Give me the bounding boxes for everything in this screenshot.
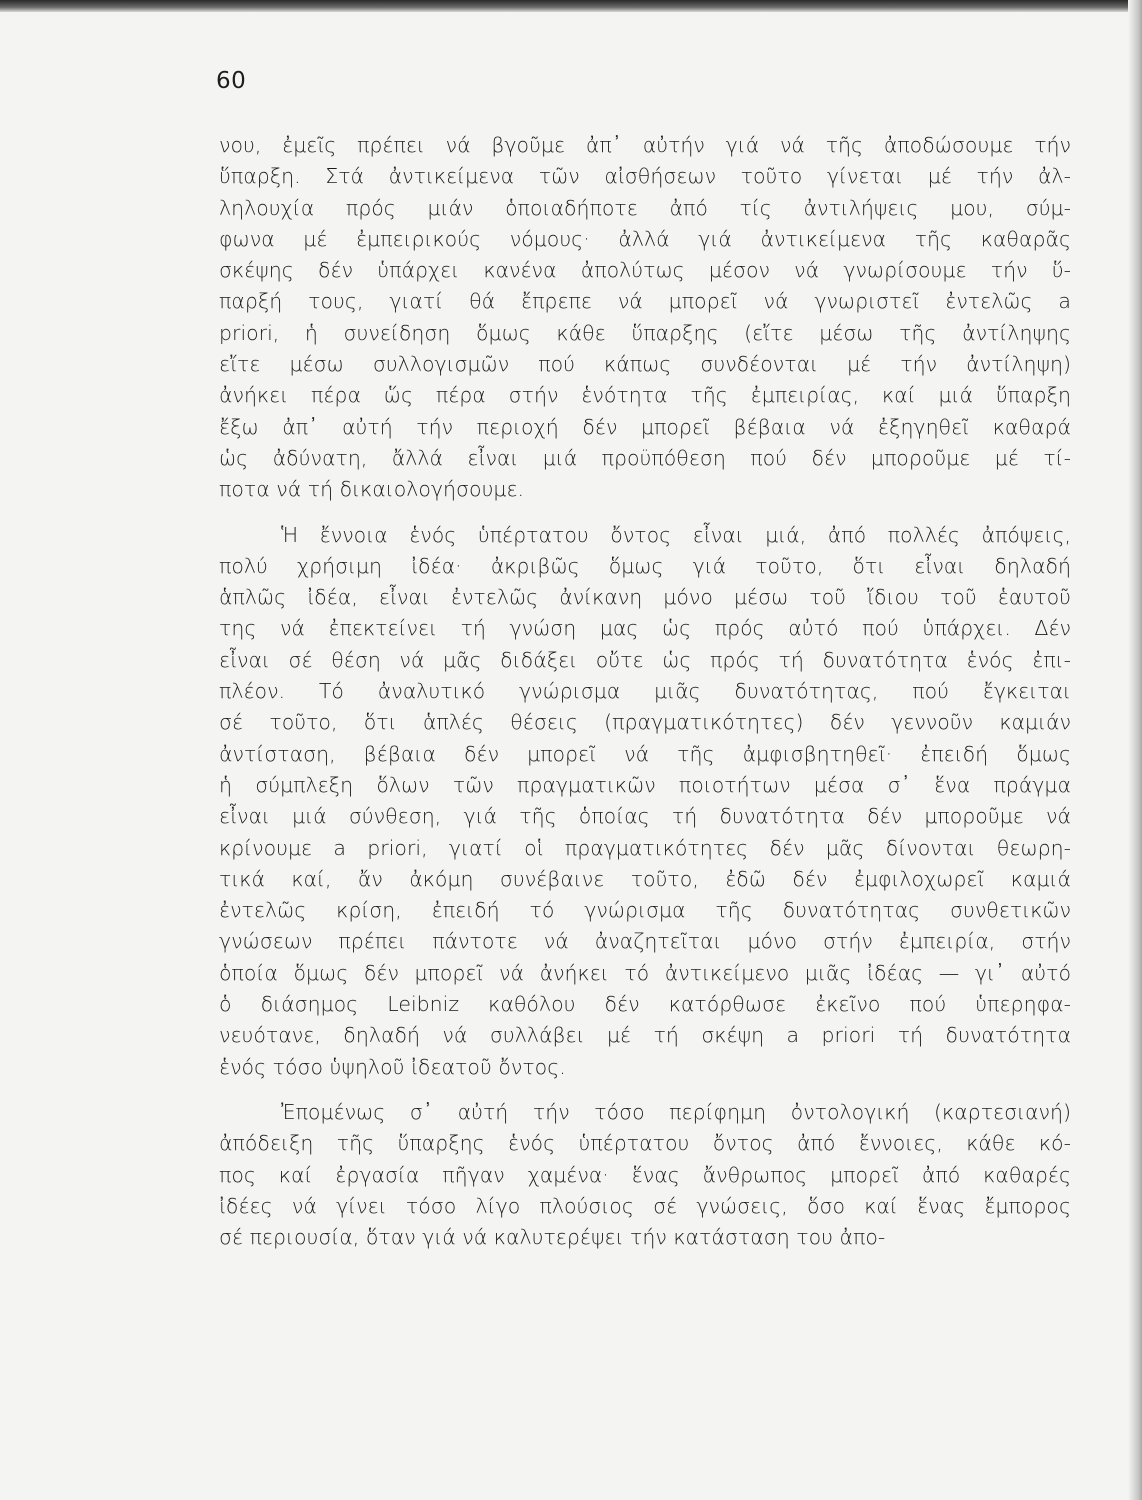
text-line: εἶναι μιά σύνθεση, γιά τῆς ὁποίας τή δυνατότητα δέν μποροῦμε νά: [219, 804, 1071, 829]
paragraph-3: [219, 1097, 1071, 1253]
text-line: ἀνήκει πέρα ὥς πέρα στήν ἑνότητα τῆς ἐμπειρίας, καί μιά ὕπαρξη: [219, 383, 1071, 408]
text-line: ἀπόδειξη τῆς ὕπαρξης ἑνός ὑπέρτατου ὄντος ἀπό ἔννοιες, κάθε κό-: [219, 1131, 1071, 1156]
text-line: πος καί ἐργασία πῆγαν χαμένα· ἕνας ἄνθρωπος μπορεῖ ἀπό καθαρές: [219, 1162, 1071, 1187]
text-line: ὁποία ὅμως δέν μπορεῖ νά ἀνήκει τό ἀντικείμενο μιᾶς ἰδέας — γι᾿ αὐτό: [219, 960, 1071, 985]
text-line: της νά ἐπεκτείνει τή γνώση μας ὡς πρός αὐτό πού ὑπάρχει. Δέν: [219, 616, 1071, 641]
text-line: σέ περιουσία, ὅταν γιά νά καλυτερέψει τήν κατάσταση του ἀπο-: [219, 1225, 886, 1250]
text-line: ὡς ἀδύνατη, ἄλλά εἶναι μιά προϋπόθεση πού δέν μποροῦμε μέ τί-: [219, 445, 1071, 470]
text-line: σκέψης δέν ὑπάρχει κανένα ἀπολύτως μέσον νά γνωρίσουμε τήν ὕ-: [219, 258, 1071, 283]
text-line: εἴτε μέσω συλλογισμῶν πού κάπως συνδέονται μέ τήν ἀντίληψη): [219, 352, 1071, 377]
text-line: πολύ χρήσιμη ἰδέα· ἀκριβῶς ὅμως γιά τοῦτο, ὅτι εἶναι δηλαδή: [219, 553, 1071, 578]
text-line: φωνα μέ ἐμπειρικούς νόμους· ἀλλά γιά ἀντικείμενα τῆς καθαρᾶς: [219, 226, 1071, 251]
text-line: εἶναι σέ θέση νά μᾶς διδάξει οὔτε ὡς πρός τή δυνατότητα ἑνός ἐπι-: [219, 647, 1071, 672]
text-line: ποτα νά τή δικαιολογήσουμε.: [219, 477, 525, 502]
text-line: ἰδέες νά γίνει τόσο λίγο πλούσιος σέ γνώσεις, ὅσο καί ἕνας ἔμπορος: [219, 1193, 1071, 1218]
text-line: ἡ σύμπλεξη ὅλων τῶν πραγματικῶν ποιοτήτων μέσα σ᾿ ἕνα πράγμα: [219, 772, 1071, 797]
body-text: [219, 130, 1071, 1253]
text-line: νευότανε, δηλαδή νά συλλάβει μέ τή σκέψη a priori τή δυνατότητα: [219, 1023, 1071, 1048]
text-line: τικά καί, ἄν ἀκόμη συνέβαινε τοῦτο, ἐδῶ δέν ἐμφιλοχωρεῖ καμιά: [219, 866, 1071, 891]
scan-right-edge: [1128, 0, 1142, 1500]
text-line: κρίνουμε a priori, γιατί οἱ πραγματικότητες δέν μᾶς δίνονται θεωρη-: [219, 835, 1071, 860]
text-line: νου, ἐμεῖς πρέπει νά βγοῦμε ἀπ᾿ αὐτήν γιά νά τῆς ἀποδώσουμε τήν: [219, 133, 1071, 157]
page-number: 60: [216, 68, 247, 94]
text-line: ἀντίσταση, βέβαια δέν μπορεῖ νά τῆς ἀμφισβητηθεῖ· ἐπειδή ὅμως: [219, 741, 1071, 766]
text-line: σέ τοῦτο, ὅτι ἁπλές θέσεις (πραγματικότητες) δέν γεννοῦν καμιάν: [219, 710, 1071, 735]
text-line: Ἐπομένως σ᾿ αὐτή τήν τόσο περίφημη ὀντολογική (καρτεσιανή): [281, 1099, 1071, 1124]
text-line: ὁ διάσημος Leibniz καθόλου δέν κατόρθωσε ἐκεῖνο πού ὑπερηφα-: [219, 992, 1071, 1017]
text-line: ληλουχία πρός μιάν ὁποιαδήποτε ἀπό τίς ἀντιλήψεις μου, σύμ-: [219, 195, 1071, 220]
text-line: παρξή τους, γιατί θά ἔπρεπε νά μπορεῖ νά γνωριστεῖ ἐντελῶς a: [219, 289, 1071, 314]
text-line: πλέον. Τό ἀναλυτικό γνώρισμα μιᾶς δυνατότητας, πού ἔγκειται: [219, 679, 1071, 704]
text-line: ἐντελῶς κρίση, ἐπειδή τό γνώρισμα τῆς δυνατότητας συνθετικῶν: [219, 898, 1071, 923]
text-line: priori, ἡ συνείδηση ὅμως κάθε ὕπαρξης (εἴτε μέσω τῆς ἀντίληψης: [219, 320, 1071, 345]
text-line: γνώσεων πρέπει πάντοτε νά ἀναζητεῖται μόνο στήν ἐμπειρία, στήν: [219, 929, 1071, 954]
scan-top-edge: [0, 0, 1142, 12]
paragraph-2: [219, 520, 1071, 1083]
text-line: ἑνός τόσο ὑψηλοῦ ἰδεατοῦ ὄντος.: [219, 1054, 566, 1079]
text-line: ὕπαρξη. Στά ἀντικείμενα τῶν αἰσθήσεων τοῦτο γίνεται μέ τήν ἀλ-: [219, 164, 1071, 189]
text-line: Ἡ ἔννοια ἑνός ὑπέρτατου ὄντος εἶναι μιά, ἀπό πολλές ἀπόψεις,: [281, 522, 1071, 547]
text-line: ἔξω ἀπ᾿ αὐτή τήν περιοχή δέν μπορεῖ βέβαια νά ἐξηγηθεῖ καθαρά: [219, 414, 1071, 439]
text-line: ἁπλῶς ἰδέα, εἶναι ἐντελῶς ἀνίκανη μόνο μέσω τοῦ ἴδιου τοῦ ἑαυτοῦ: [219, 585, 1071, 610]
paragraph-1: [219, 130, 1071, 506]
